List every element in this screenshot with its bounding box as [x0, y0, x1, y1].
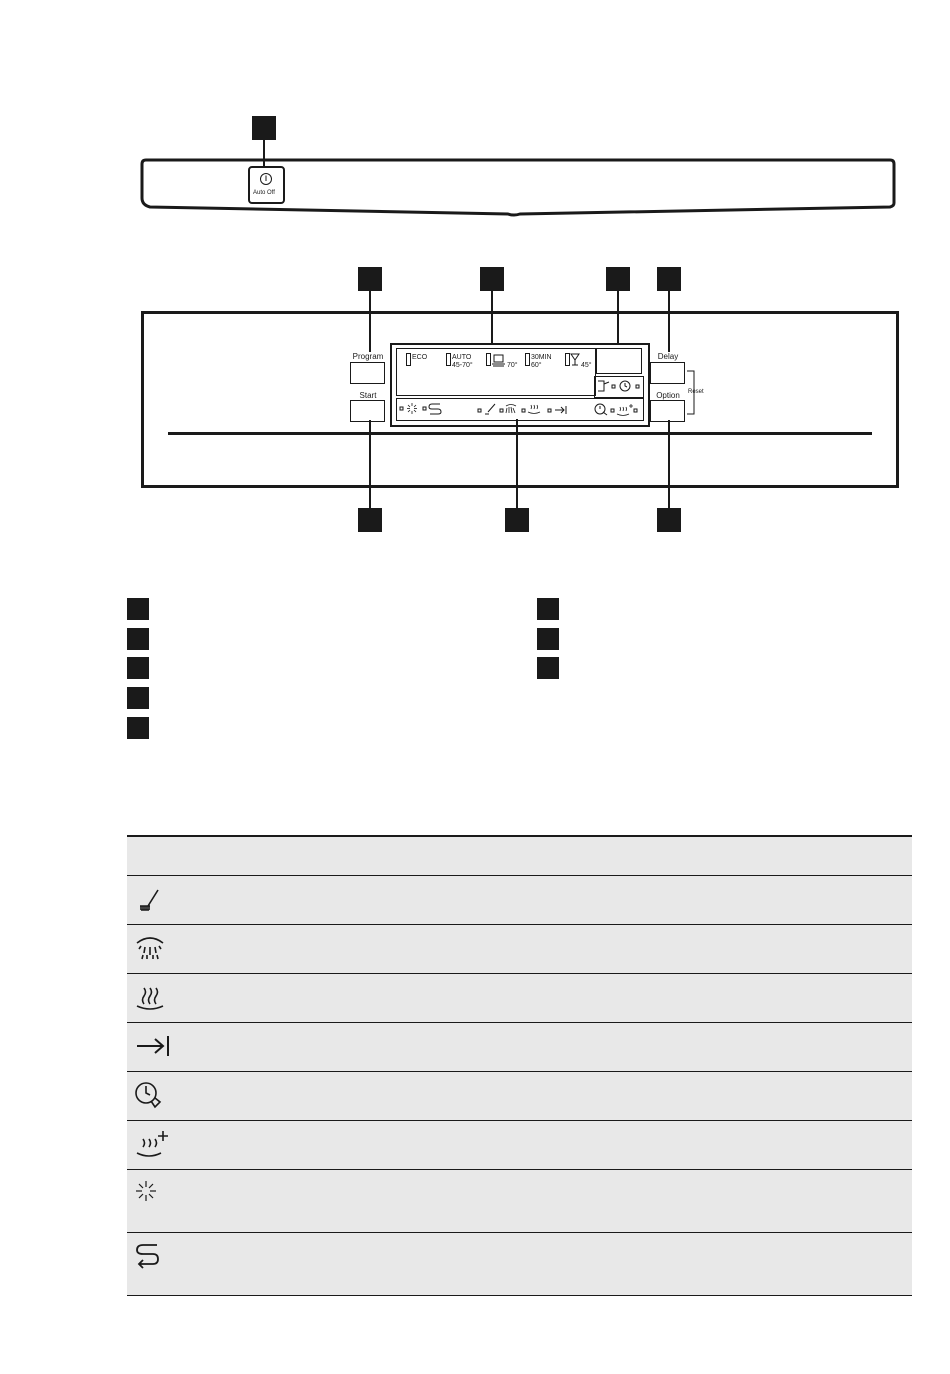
- rinse-aid-icon: [133, 1178, 163, 1208]
- legend-marker-6: [537, 598, 559, 620]
- program-30min-label: 30MIN: [531, 354, 552, 361]
- legend-marker-2: [127, 628, 149, 650]
- salt-regeneration-icon: [133, 1241, 163, 1271]
- rinse-steam-icon: [133, 982, 167, 1012]
- callout-6: [358, 508, 382, 532]
- program-button[interactable]: [350, 362, 385, 384]
- delay-indicators: [596, 378, 642, 396]
- power-icon: [259, 172, 273, 186]
- table-row: [127, 1121, 912, 1170]
- program-button-label: Program: [352, 352, 384, 361]
- delay-button-label: Delay: [657, 352, 679, 361]
- legend-marker-3: [127, 657, 149, 679]
- option-button[interactable]: [650, 400, 685, 422]
- option-button-label: Option: [656, 391, 680, 400]
- program-eco-label: ECO: [412, 354, 428, 361]
- table-row: [127, 1072, 912, 1121]
- panel-handle-line: [168, 432, 872, 435]
- legend-marker-8: [537, 657, 559, 679]
- table-row: [127, 1170, 912, 1233]
- table-header-row: [127, 836, 912, 876]
- table-row: [127, 876, 912, 925]
- numeric-display: [596, 348, 642, 374]
- power-button[interactable]: [248, 166, 285, 204]
- program-auto-temp: 45-70°: [452, 362, 473, 369]
- start-button-label: Start: [359, 391, 377, 400]
- legend-marker-7: [537, 628, 559, 650]
- callout-3: [480, 267, 504, 291]
- top-panel-outline: [0, 0, 950, 240]
- program-lamp-auto: [446, 353, 451, 366]
- callout-7-leader: [516, 419, 518, 508]
- legend-marker-4: [127, 687, 149, 709]
- program-lamp-eco: [406, 353, 411, 366]
- program-lamp-30min: [525, 353, 530, 366]
- end-arrow-icon: [133, 1031, 173, 1061]
- indicator-strip-icons: [398, 401, 640, 418]
- extra-dry-icon: [133, 1129, 169, 1161]
- callout-2: [358, 267, 382, 291]
- start-button[interactable]: [350, 400, 385, 422]
- program-glass-temp: 45°: [581, 362, 592, 369]
- program-30min-temp: 60°: [531, 362, 542, 369]
- prewash-brush-icon: [133, 884, 163, 914]
- delay-button[interactable]: [650, 362, 685, 384]
- callout-4: [606, 267, 630, 291]
- table-row: [127, 974, 912, 1023]
- reset-label: Reset: [688, 389, 704, 395]
- glass-icon: [570, 353, 580, 367]
- table-row: [127, 925, 912, 974]
- program-intensive-temp: 70°: [507, 362, 518, 369]
- program-auto-label: AUTO: [452, 354, 472, 361]
- pot-icon: [492, 352, 506, 368]
- callout-8: [657, 508, 681, 532]
- delay-clock-icon: [133, 1080, 167, 1112]
- legend-marker-5: [127, 717, 149, 739]
- program-lamp-intensive: [486, 353, 491, 366]
- table-row: [127, 1233, 912, 1296]
- wash-spray-icon: [133, 933, 167, 963]
- table-row: [127, 1023, 912, 1072]
- legend-marker-1: [127, 598, 149, 620]
- power-button-label: Auto Off: [253, 190, 275, 196]
- callout-7: [505, 508, 529, 532]
- callout-5: [657, 267, 681, 291]
- callout-6-leader: [369, 420, 371, 508]
- indicator-symbol-table: [127, 835, 912, 1296]
- callout-8-leader: [668, 420, 670, 508]
